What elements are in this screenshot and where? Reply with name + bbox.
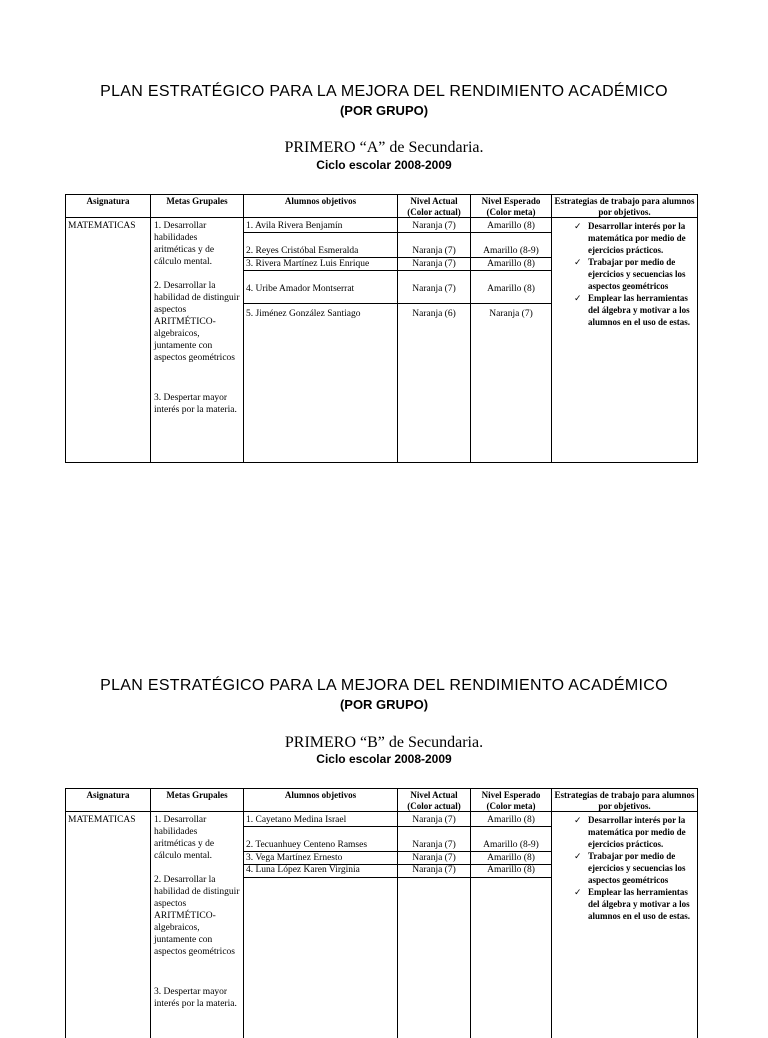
strategy-item: ✓ Emplear las herramientas del álgebra y motivar a los alumnos en el uso de estas. <box>574 887 691 921</box>
table-row-student-name: 3. Vega Martínez Ernesto <box>246 853 343 863</box>
table-row-expected-level: Naranja (7) <box>489 309 533 319</box>
header-goals: Metas Grupales <box>166 196 228 206</box>
header-students: Alumnos objetivos <box>284 196 357 206</box>
table-row-current-level: Naranja (7) <box>412 840 456 850</box>
table-row-current-level: Naranja (7) <box>412 246 456 256</box>
table-row-student-name: 1. Avila Rivera Benjamín <box>246 221 343 231</box>
table-row-expected-level: Amarillo (8-9) <box>483 840 539 850</box>
checkmark-icon: ✓ <box>574 293 582 303</box>
table-row-expected-level: Amarillo (8-9) <box>483 246 539 256</box>
table-row-expected-level: Amarillo (8) <box>487 853 535 863</box>
strategy-item: ✓ Desarrollar interés por la matemática por medio de ejercicios prácticos. <box>574 815 686 849</box>
table-row-expected-level: Amarillo (8) <box>487 815 535 825</box>
goal-3: 3. Despertar mayor interés por la materia. <box>154 393 237 415</box>
table-row-student-name: 4. Uribe Amador Montserrat <box>246 284 355 294</box>
group-title: PRIMERO “B” de Secundaria. <box>284 734 484 751</box>
header-expected-level: Nivel Esperado (Color meta) <box>481 790 541 811</box>
goal-2: 2. Desarrollar la habilidad de distinguir aspectos ARITMÉTICO- algebraicos, juntamente con aspectos geométricos <box>154 875 240 957</box>
page-title: PLAN ESTRATÉGICO PARA LA MEJORA DEL RENDIMIENTO ACADÉMICO <box>100 677 668 694</box>
table-row-student-name: 2. Tecuanhuey Centeno Ramses <box>246 840 368 850</box>
page-subtitle: (POR GRUPO) <box>339 697 429 712</box>
school-cycle: Ciclo escolar 2008-2009 <box>316 158 452 172</box>
plan-table <box>65 788 698 1038</box>
table-row-expected-level: Amarillo (8) <box>487 259 535 269</box>
subject-cell: MATEMATICAS <box>68 221 136 231</box>
table-row-current-level: Naranja (7) <box>412 853 456 863</box>
table-row-student-name: 4. Luna López Karen Virginia <box>246 865 360 875</box>
strategy-item: ✓ Emplear las herramientas del álgebra y motivar a los alumnos en el uso de estas. <box>574 293 691 327</box>
checkmark-icon: ✓ <box>574 887 582 897</box>
goal-2: 2. Desarrollar la habilidad de distinguir aspectos ARITMÉTICO- algebraicos, juntamente con aspectos geométricos <box>154 281 240 363</box>
header-current-level: Nivel Actual (Color actual) <box>407 196 461 217</box>
table-row-student-name: 5. Jiménez González Santiago <box>246 309 361 319</box>
school-cycle: Ciclo escolar 2008-2009 <box>316 752 452 766</box>
table-row-current-level: Naranja (6) <box>412 309 456 319</box>
checkmark-icon: ✓ <box>574 257 582 267</box>
table-row-expected-level: Amarillo (8) <box>487 865 535 875</box>
group-title: PRIMERO “A” de Secundaria. <box>284 139 484 156</box>
strategy-item: ✓ Desarrollar interés por la matemática por medio de ejercicios prácticos. <box>574 221 686 255</box>
checkmark-icon: ✓ <box>574 221 582 231</box>
table-row-student-name: 3. Rivera Martínez Luis Enrique <box>246 259 370 269</box>
table-row-expected-level: Amarillo (8) <box>487 221 535 231</box>
strategy-item: ✓ Trabajar por medio de ejercicios y secuencias los aspectos geométricos <box>574 851 686 885</box>
header-expected-level: Nivel Esperado (Color meta) <box>481 196 541 217</box>
header-current-level: Nivel Actual (Color actual) <box>407 790 461 811</box>
goal-1: 1. Desarrollar habilidades aritméticas y de cálculo mental. <box>154 815 215 861</box>
table-row-current-level: Naranja (7) <box>412 284 456 294</box>
header-strategies: Estrategias de trabajo para alumnos por objetivos. <box>554 790 695 811</box>
table-row-current-level: Naranja (7) <box>412 815 456 825</box>
header-strategies: Estrategias de trabajo para alumnos por objetivos. <box>554 196 695 217</box>
goal-1: 1. Desarrollar habilidades aritméticas y de cálculo mental. <box>154 221 215 267</box>
header-subject: Asignatura <box>86 790 130 800</box>
checkmark-icon: ✓ <box>574 851 582 861</box>
checkmark-icon: ✓ <box>574 815 582 825</box>
table-row-student-name: 2. Reyes Cristóbal Esmeralda <box>246 246 359 256</box>
strategy-item: ✓ Trabajar por medio de ejercicios y secuencias los aspectos geométricos <box>574 257 686 291</box>
header-students: Alumnos objetivos <box>284 790 357 800</box>
strategies-list <box>570 814 696 922</box>
table-row-current-level: Naranja (7) <box>412 865 456 875</box>
page-title: PLAN ESTRATÉGICO PARA LA MEJORA DEL RENDIMIENTO ACADÉMICO <box>100 83 668 100</box>
page-subtitle: (POR GRUPO) <box>339 103 429 118</box>
table-row-current-level: Naranja (7) <box>412 259 456 269</box>
subject-cell: MATEMATICAS <box>68 815 136 825</box>
table-row-current-level: Naranja (7) <box>412 221 456 231</box>
header-subject: Asignatura <box>86 196 130 206</box>
goal-3: 3. Despertar mayor interés por la materia. <box>154 987 237 1009</box>
table-row-expected-level: Amarillo (8) <box>487 284 535 294</box>
table-row-student-name: 1. Cayetano Medina Israel <box>246 815 347 825</box>
header-goals: Metas Grupales <box>166 790 228 800</box>
